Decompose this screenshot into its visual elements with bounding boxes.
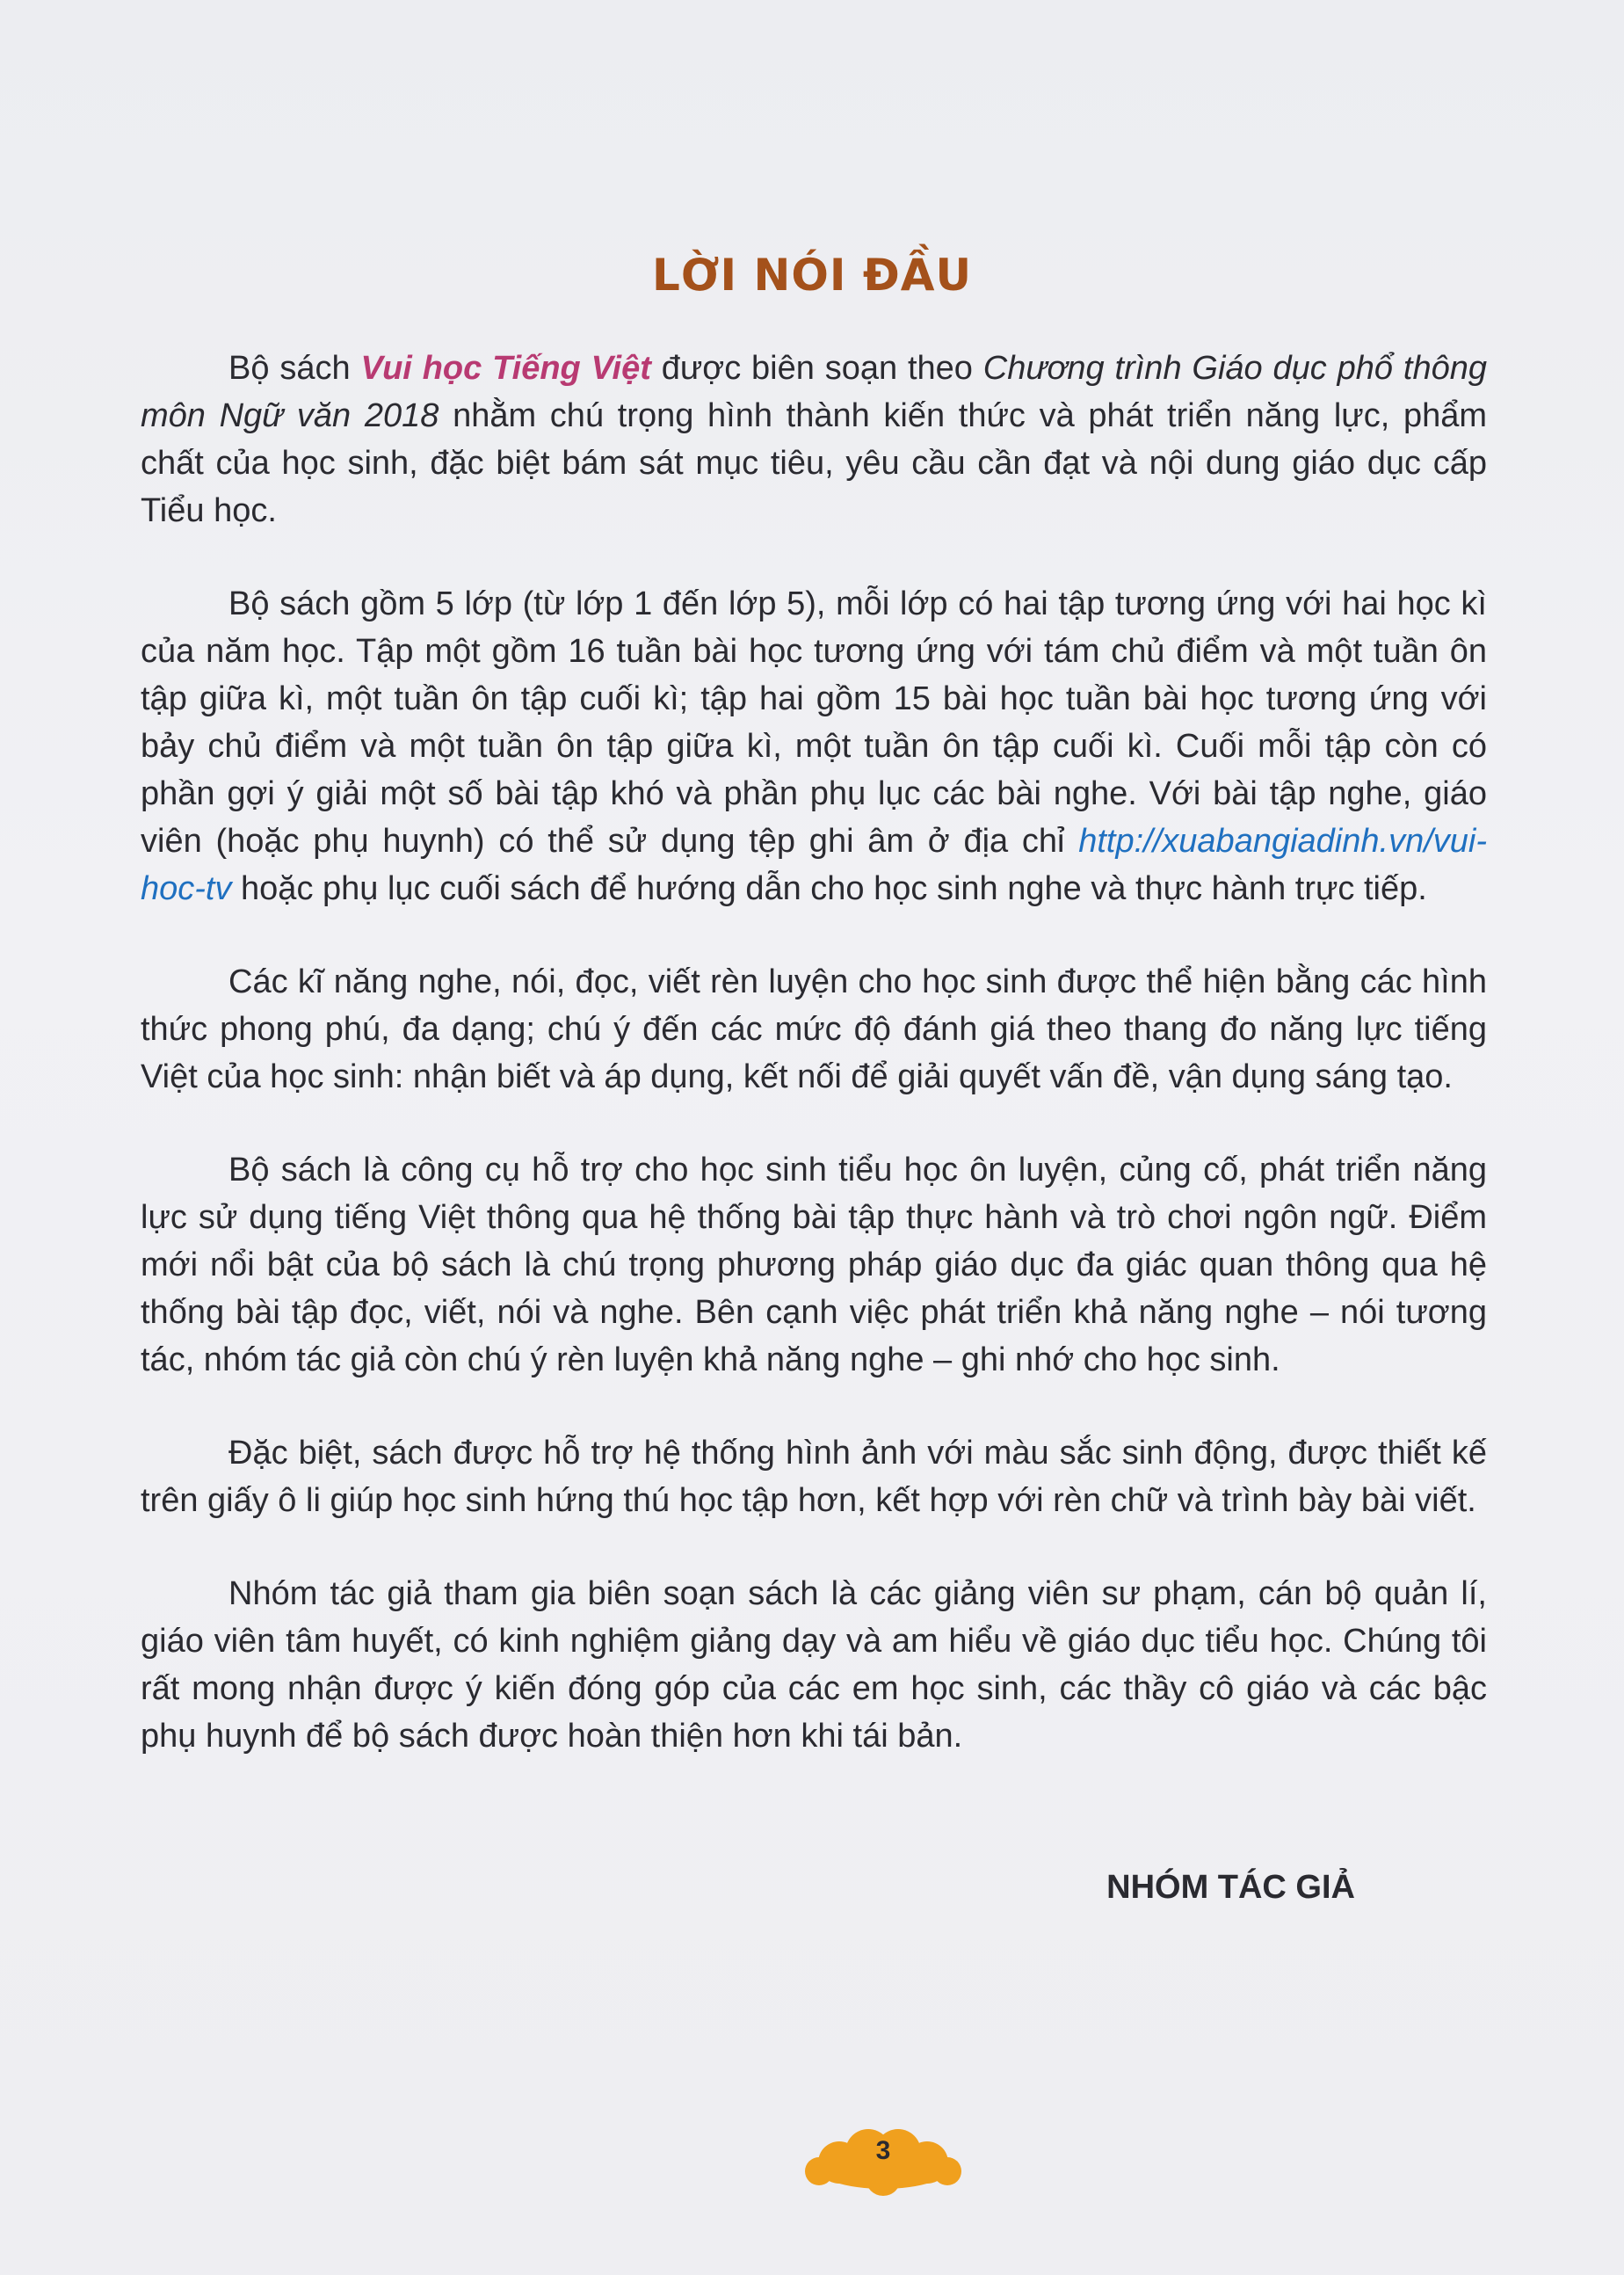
paragraph-1 [141,345,1487,534]
page-title: LỜI NÓI ĐẦU [651,249,973,301]
paragraph-2-text-a: Bộ sách gồm 5 lớp (từ lớp 1 đến lớp 5), mỗi lớp có hai tập tương ứng với hai học kì của năm học. Tập một gồm 16 tuần bài học tương ứng với tám chủ điểm và một tuần ôn tập giữa kì, một tuần ôn tập cuối kì; tập hai gồm 15 bài học tuần bài học tương ứng với bảy chủ điểm và một tuần ôn tập giữa kì, một tuần ôn tập cuối kì. Cuối mỗi tập còn có phần gợi ý giải một số bài tập khó và phần phụ lục các bài nghe. Với bài tập nghe, giáo viên (hoặc phụ huynh) có thể sử dụng tệp ghi âm ở địa chỉ [141,585,1487,860]
paragraph-1-text-b: được biên soạn theo [650,350,983,387]
paragraph-4: Bộ sách là công cụ hỗ trợ cho học sinh tiểu học ôn luyện, củng cố, phát triển năng lực sử dụng tiếng Việt thông qua hệ thống bài tập thực hành và trò chơi ngôn ngữ. Điểm mới nổi bật của bộ sách là chú trọng phương pháp giáo dục đa giác quan thông qua hệ thống bài tập đọc, viết, nói và nghe. Bên cạnh việc phát triển khả năng nghe – nói tương tác, nhóm tác giả còn chú ý rèn luyện khả năng nghe – ghi nhớ cho học sinh. [141,1152,1487,1378]
paragraph-1-text-a: Bộ sách [228,350,361,387]
paragraph-2 [141,580,1487,912]
curriculum-title: Chương trình Giáo dục phổ thông môn Ngữ văn 2018 [141,350,1487,434]
paragraph-6: Nhóm tác giả tham gia biên soạn sách là các giảng viên sư phạm, cán bộ quản lí, giáo viên tâm huyết, có kinh nghiệm giảng dạy và am hiểu về giáo dục tiểu học. Chúng tôi rất mong nhận được ý kiến đóng góp của các em học sinh, các thầy cô giáo và các bậc phụ huynh để bộ sách được hoàn thiện hơn khi tái bản. [141,1575,1487,1755]
series-title: Vui học Tiếng Việt [360,350,651,387]
paragraph-2-text-b: hoặc phụ lục cuối sách để hướng dẫn cho học sinh nghe và thực hành trực tiếp. [231,870,1427,907]
preface-body [141,345,1487,1806]
paragraph-1-text-c: nhằm chú trọng hình thành kiến thức và phát triển năng lực, phẩm chất của học sinh, đặc biệt bám sát mục tiêu, yêu cầu cần đạt và nội dung giáo dục cấp Tiểu học. [141,397,1487,529]
page-number-badge [800,2127,967,2198]
author-signature: NHÓM TÁC GIẢ [1106,1869,1355,1906]
page-number: 3 [875,2136,891,2165]
audio-link[interactable]: http://xuabangiadinh.vn/vui-hoc-tv [141,823,1487,907]
paragraph-5: Đặc biệt, sách được hỗ trợ hệ thống hình ảnh với màu sắc sinh động, được thiết kế trên giấy ô li giúp học sinh hứng thú học tập hơn, kết hợp với rèn chữ và trình bày bài viết. [141,1435,1487,1519]
paragraph-3: Các kĩ năng nghe, nói, đọc, viết rèn luyện cho học sinh được thể hiện bằng các hình thức phong phú, đa dạng; chú ý đến các mức độ đánh giá theo thang đo năng lực tiếng Việt của học sinh: nhận biết và áp dụng, kết nối để giải quyết vấn đề, vận dụng sáng tạo. [141,963,1487,1095]
